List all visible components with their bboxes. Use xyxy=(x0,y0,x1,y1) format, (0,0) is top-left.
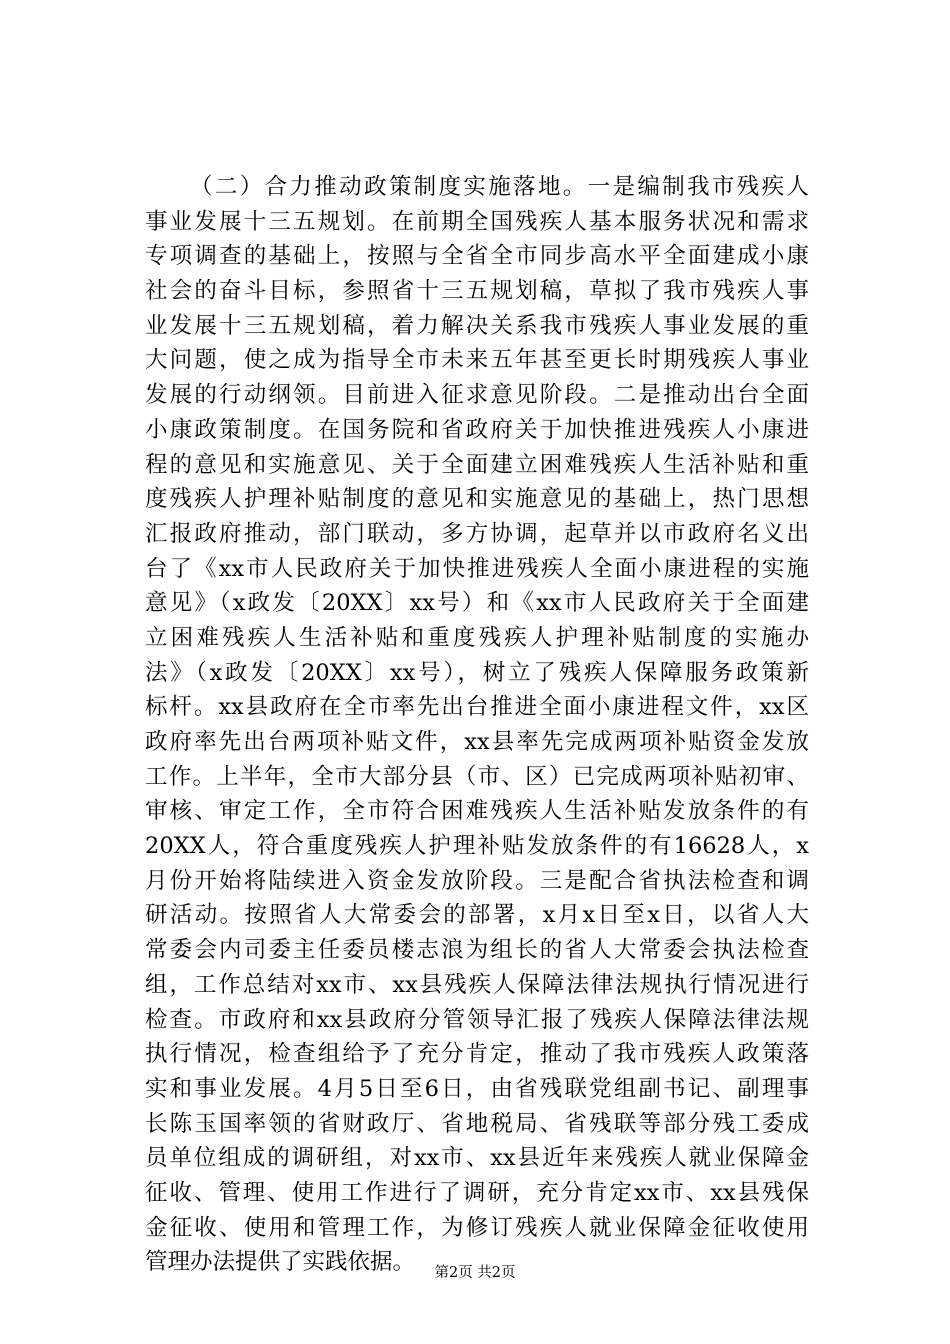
paragraph-line: 金征收、使用和管理工作，为修订残疾人就业保障金征收使用 xyxy=(145,1214,809,1241)
paragraph-line: 工作。上半年，全市大部分县（市、区）已完成两项补贴初审、 xyxy=(145,763,809,790)
paragraph-line: 台了《xx市人民政府关于加快推进残疾人全面小康进程的实施 xyxy=(145,555,809,582)
paragraph-line: 法》（x政发〔20XX〕xx号），树立了残疾人保障服务政策新 xyxy=(145,659,809,686)
paragraph-line: 发展的行动纲领。目前进入征求意见阶段。二是推动出台全面 xyxy=(145,382,809,409)
body-paragraph xyxy=(145,170,809,1280)
paragraph-line: 政府率先出台两项补贴文件，xx县率先完成两项补贴资金发放 xyxy=(145,729,809,755)
paragraph-line: 大问题，使之成为指导全市未来五年甚至更长时期残疾人事业 xyxy=(145,347,809,374)
paragraph-line: 长陈玉国率领的省财政厅、省地税局、省残联等部分残工委成 xyxy=(145,1110,809,1137)
paragraph-line: 标杆。xx县政府在全市率先出台推进全面小康进程文件，xx区 xyxy=(145,694,809,721)
paragraph-line: 20XX人，符合重度残疾人护理补贴发放条件的有16628人，x xyxy=(145,833,809,860)
paragraph-line: 业发展十三五规划稿，着力解决关系我市残疾人事业发展的重 xyxy=(145,312,809,339)
paragraph-line: 小康政策制度。在国务院和省政府关于加快推进残疾人小康进 xyxy=(145,416,809,443)
paragraph-line: 汇报政府推动，部门联动，多方协调，起草并以市政府名义出 xyxy=(145,520,809,547)
paragraph-line: 组，工作总结对xx市、xx县残疾人保障法律法规执行情况进行 xyxy=(145,971,809,998)
paragraph-line: 立困难残疾人生活补贴和重度残疾人护理补贴制度的实施办 xyxy=(145,624,809,651)
paragraph-line: 事业发展十三五规划。在前期全国残疾人基本服务状况和需求 xyxy=(145,208,809,235)
paragraph-line: 程的意见和实施意见、关于全面建立困难残疾人生活补贴和重 xyxy=(145,451,809,478)
paragraph-line: 常委会内司委主任委员楼志浪为组长的省人大常委会执法检查 xyxy=(145,937,809,964)
paragraph-line: 管理办法提供了实践依据。 xyxy=(145,1249,416,1276)
paragraph-line: 研活动。按照省人大常委会的部署，x月x日至x日，以省人大 xyxy=(145,902,809,929)
paragraph-line: 度残疾人护理补贴制度的意见和实施意见的基础上，热门思想 xyxy=(145,486,809,513)
page-footer: 第2页 共2页 xyxy=(434,1265,516,1281)
paragraph-line: （二）合力推动政策制度实施落地。一是编制我市残疾人 xyxy=(190,174,809,200)
paragraph-line: 意见》（x政发〔20XX〕xx号）和《xx市人民政府关于全面建 xyxy=(145,590,809,617)
paragraph-line: 社会的奋斗目标，参照省十三五规划稿，草拟了我市残疾人事 xyxy=(145,278,809,305)
paragraph-line: 检查。市政府和xx县政府分管领导汇报了残疾人保障法律法规 xyxy=(145,1006,809,1033)
paragraph-line: 实和事业发展。4月5日至6日，由省残联党组副书记、副理事 xyxy=(145,1075,809,1102)
paragraph-line: 执行情况，检查组给予了充分肯定，推动了我市残疾人政策落 xyxy=(145,1041,809,1068)
paragraph-line: 征收、管理、使用工作进行了调研，充分肯定xx市、xx县残保 xyxy=(145,1179,809,1206)
paragraph-line: 月份开始将陆续进入资金发放阶段。三是配合省执法检查和调 xyxy=(145,867,809,894)
paragraph-line: 员单位组成的调研组，对xx市、xx县近年来残疾人就业保障金 xyxy=(145,1145,809,1172)
paragraph-line: 专项调查的基础上，按照与全省全市同步高水平全面建成小康 xyxy=(145,243,809,270)
paragraph-line: 审核、审定工作，全市符合困难残疾人生活补贴发放条件的有 xyxy=(145,798,809,825)
